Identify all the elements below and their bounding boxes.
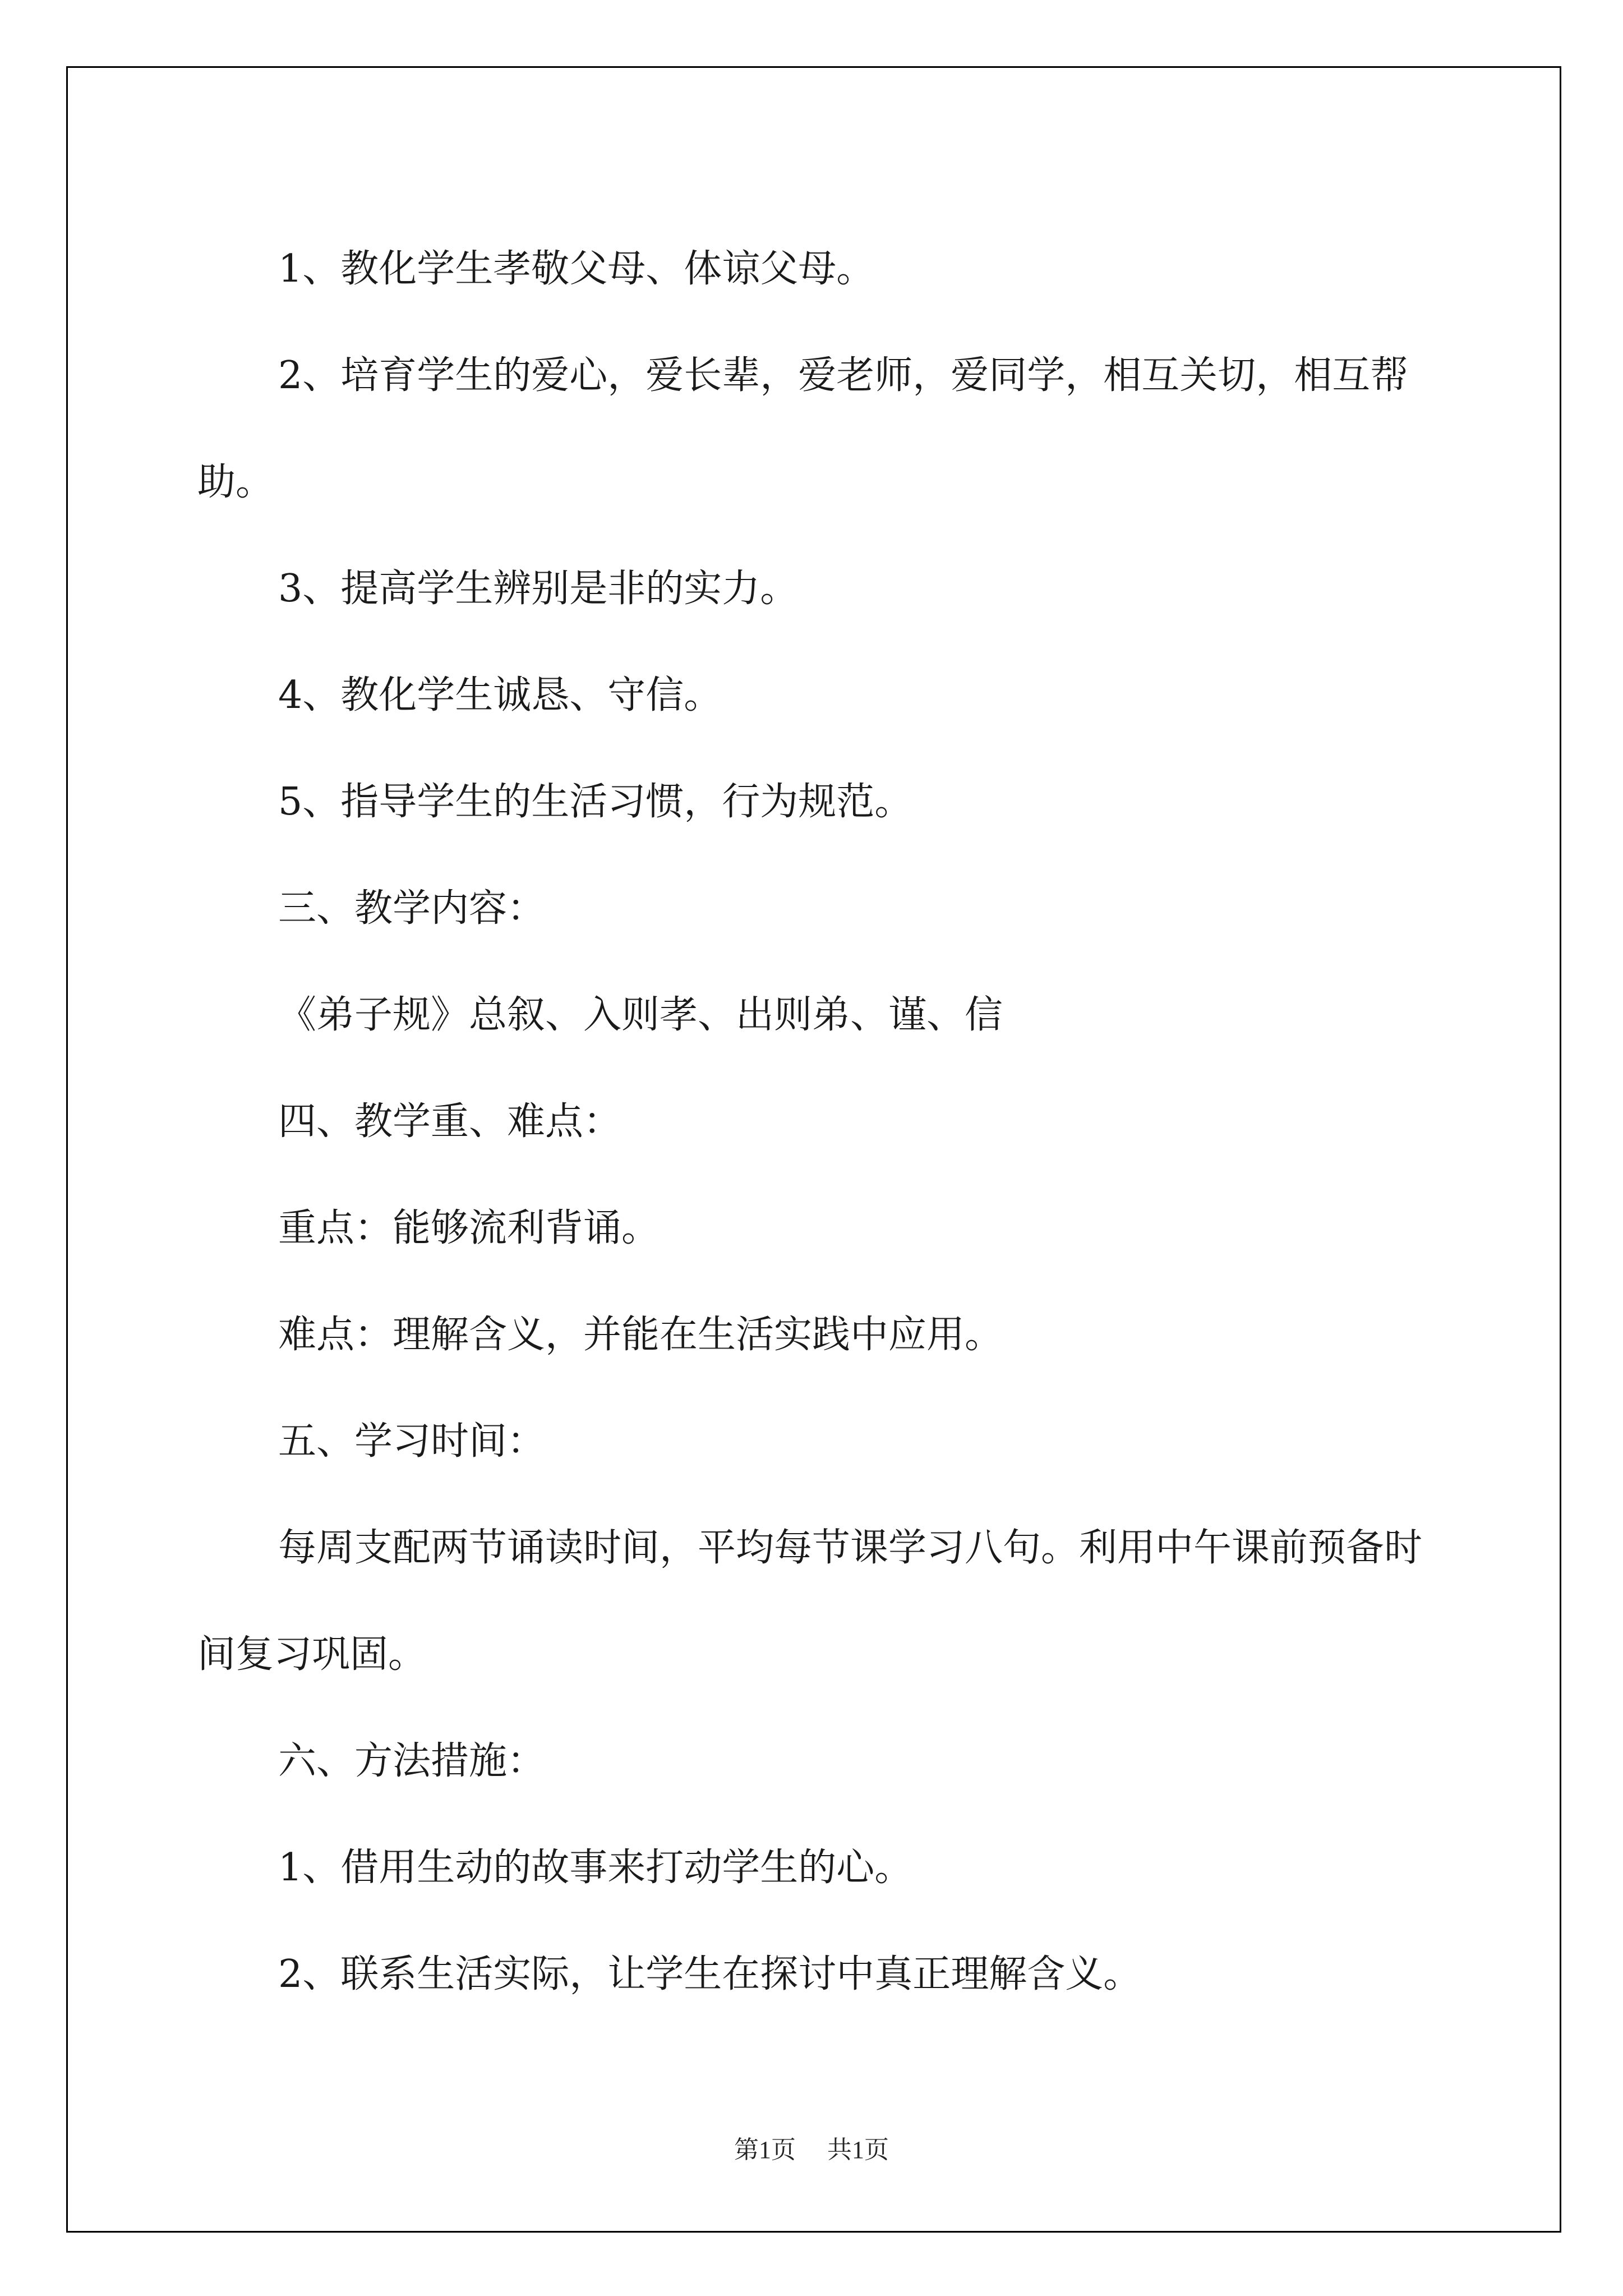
paragraph-2: 2、培育学生的爱心，爱长辈，爱老师，爱同学，相互关切，相互帮助。: [197, 353, 1409, 504]
paragraph-method-2: 2、联系生活实际，让学生在探讨中真正理解含义。: [278, 1952, 1142, 1996]
section-heading-study-time: 五、学习时间：: [278, 1419, 546, 1464]
paragraph-method-1: 1、借用生动的故事来打动学生的心。: [278, 1846, 913, 1890]
section-heading-key-points: 四、教学重、难点：: [278, 1099, 622, 1144]
paragraph-key-point: 重点：能够流利背诵。: [278, 1206, 660, 1250]
page-number-current: 第1页: [734, 2136, 796, 2164]
section-heading-methods: 六、方法措施：: [278, 1739, 546, 1783]
document-body: [197, 216, 1437, 2028]
paragraph-1: 1、教化学生孝敬父母、体谅父母。: [278, 247, 875, 291]
page-number-total: 共1页: [827, 2136, 889, 2164]
paragraph-3: 3、提高学生辨别是非的实力。: [278, 567, 799, 611]
page-footer: [0, 2129, 1623, 2165]
paragraph-content-list: 《弟子规》总叙、入则孝、出则弟、谨、信: [278, 993, 1003, 1037]
paragraph-difficult-point: 难点：理解含义，并能在生活实践中应用。: [278, 1313, 1003, 1357]
paragraph-5: 5、指导学生的生活习惯，行为规范。: [278, 780, 913, 824]
section-heading-content: 三、教学内容：: [278, 886, 546, 931]
paragraph-4: 4、教化学生诚恳、守信。: [278, 673, 722, 717]
paragraph-study-time: 每周支配两节诵读时间，平均每节课学习八句。利用中午课前预备时间复习巩固。: [197, 1526, 1423, 1677]
